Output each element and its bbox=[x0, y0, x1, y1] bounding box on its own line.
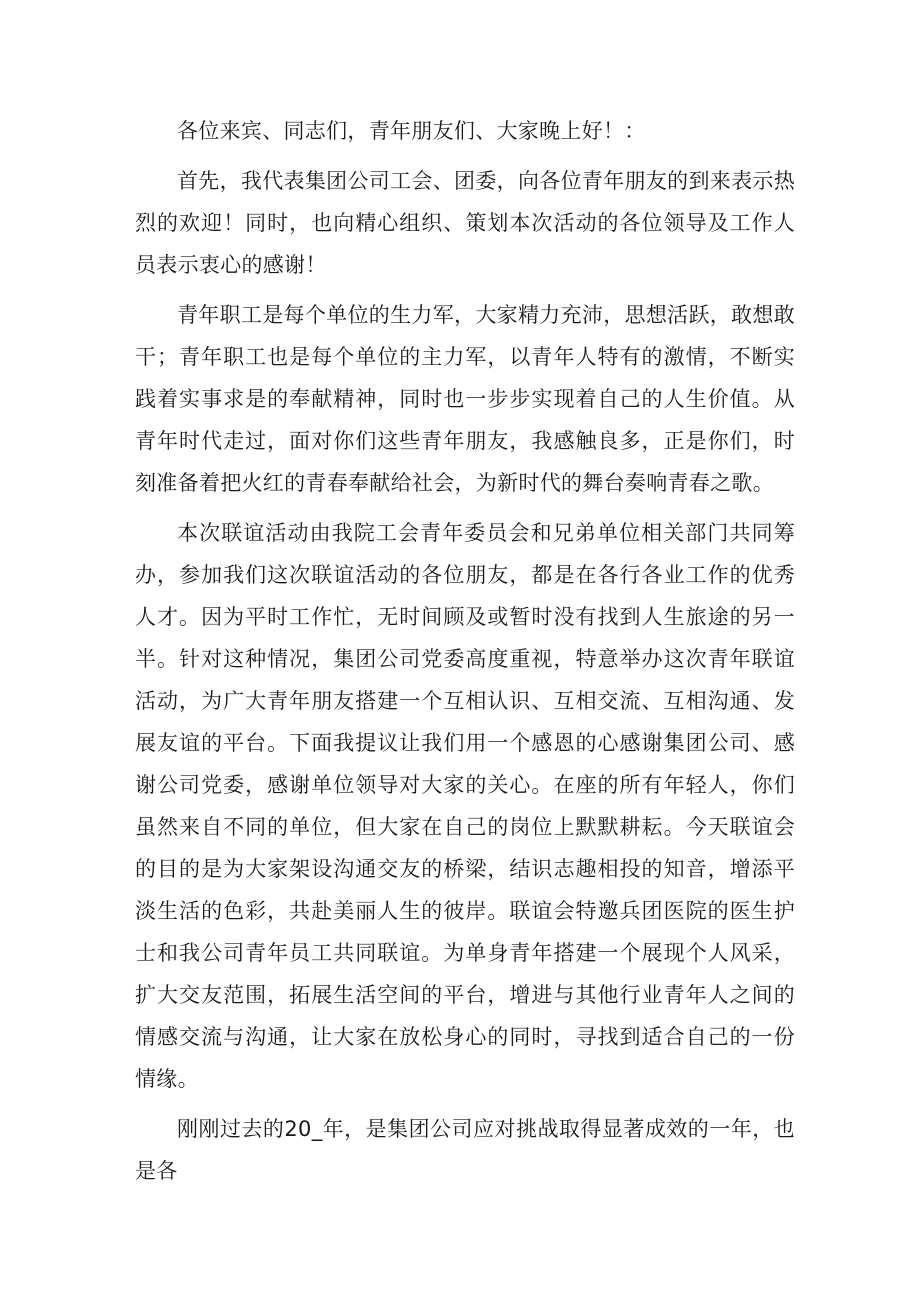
paragraph-past-year: 刚刚过去的20_年，是集团公司应对挑战取得显著成效的一年，也是各 bbox=[135, 1117, 795, 1183]
paragraph-greeting: 各位来宾、同志们，青年朋友们、大家晚上好！： bbox=[177, 119, 646, 143]
document-body bbox=[135, 110, 795, 1200]
paragraph-event-description: 本次联谊活动由我院工会青年委员会和兄弟单位相关部门共同筹办，参加我们这次联谊活动的各位朋友，都是在各行各业工作的优秀人才。因为平时工作忙，无时间顾及或暂时没有找到人生旅途的另一半。针对这种情况，集团公司党委高度重视，特意举办这次青年联谊活动，为广大青年朋友搭建一个互相认识、互相交流、互相沟通、发展友谊的平台。下面我提议让我们用一个感恩的心感谢集团公司、感谢公司党委，感谢单位领导对大家的关心。在座的所有年轻人，你们虽然来自不同的单位，但大家在自己的岗位上默默耕耘。今天联谊会的目的是为大家架设沟通交友的桥梁，结识志趣相投的知音，增添平淡生活的色彩，共赴美丽人生的彼岸。联谊会特邀兵团医院的医生护士和我公司青年员工共同联谊。为单身青年搭建一个展现个人风采，扩大交友范围，拓展生活空间的平台，增进与其他行业青年人之间的情感交流与沟通，让大家在放松身心的同时，寻找到适合自己的一份情缘。 bbox=[135, 521, 795, 1091]
paragraph-welcome: 首先，我代表集团公司工会、团委，向各位青年朋友的到来表示热烈的欢迎！同时，也向精心组织、策划本次活动的各位领导及工作人员表示衷心的感谢！ bbox=[135, 169, 795, 277]
paragraph-young-workers: 青年职工是每个单位的生力军，大家精力充沛，思想活跃，敢想敢干；青年职工也是每个单位的主力军，以青年人特有的激情，不断实践着实事求是的奉献精神，同时也一步步实现着自己的人生价值。从青年时代走过，面对你们这些青年朋友，我感触良多，正是你们，时刻准备着把火红的青春奉献给社会，为新时代的舞台奏响青春之歌。 bbox=[135, 303, 795, 495]
